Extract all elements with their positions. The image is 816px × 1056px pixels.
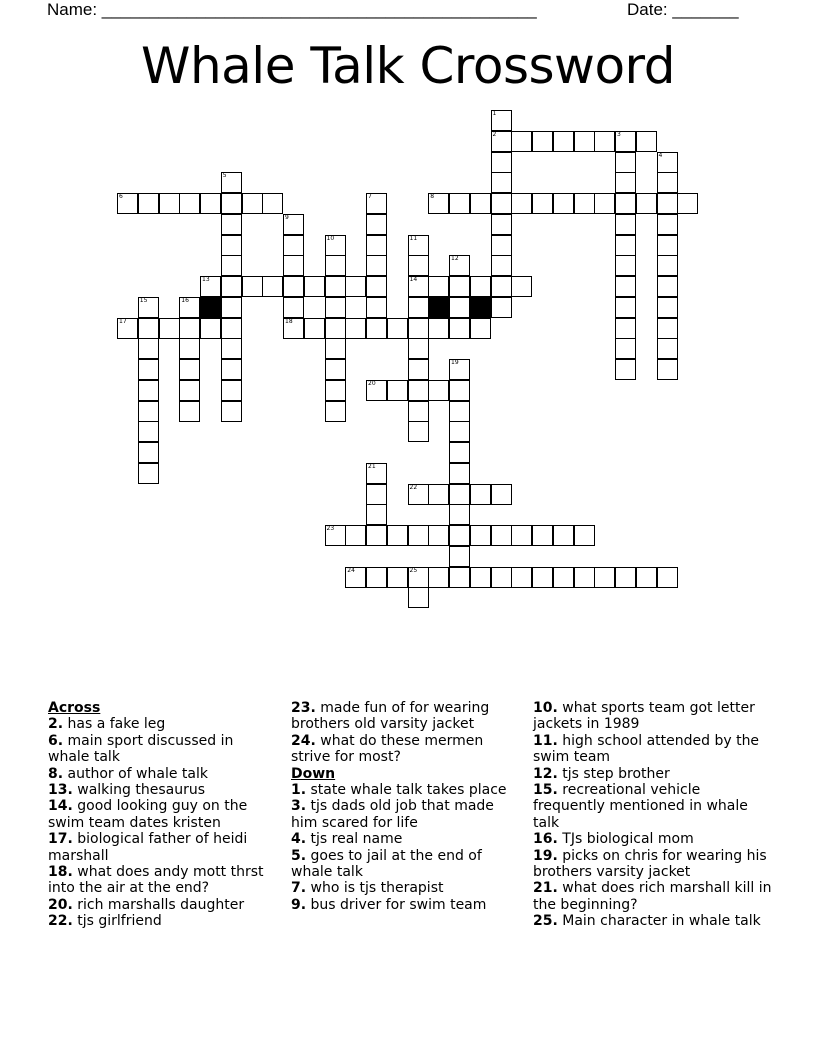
date-field-label: Date: _______ — [627, 0, 739, 19]
clue-item — [291, 880, 516, 896]
grid-cell[interactable] — [408, 297, 429, 318]
cell-number: 25 — [409, 566, 418, 574]
grid-cell[interactable] — [615, 193, 636, 214]
grid-cell[interactable] — [138, 421, 159, 442]
across-clue-list — [48, 716, 278, 929]
grid-cell[interactable] — [325, 401, 346, 422]
clue-number: 13. — [48, 782, 73, 799]
grid-cell[interactable] — [221, 255, 242, 276]
grid-cell[interactable] — [283, 297, 304, 318]
down-clue-list-continued — [533, 700, 773, 930]
clue-text: who is tjs therapist — [306, 880, 444, 897]
grid-cell[interactable] — [657, 255, 678, 276]
clue-item — [48, 798, 278, 831]
clue-item — [533, 913, 773, 929]
grid-cell[interactable] — [657, 567, 678, 588]
grid-cell[interactable] — [491, 235, 512, 256]
grid-cell[interactable] — [325, 255, 346, 276]
black-square — [200, 297, 221, 318]
clue-number: 12. — [533, 765, 558, 782]
cell-number: 8 — [430, 193, 435, 200]
grid-cell[interactable] — [179, 318, 200, 339]
grid-cell[interactable] — [511, 193, 532, 214]
clue-item — [48, 864, 278, 897]
grid-cell[interactable] — [677, 193, 698, 214]
grid-cell[interactable] — [408, 380, 429, 401]
grid-cell[interactable] — [657, 193, 678, 214]
grid-cell[interactable] — [408, 587, 429, 608]
cell-number: 7 — [368, 193, 372, 200]
grid-cell[interactable] — [325, 318, 346, 339]
grid-cell[interactable] — [615, 338, 636, 359]
clue-number: 23. — [291, 700, 316, 716]
clue-number: 2. — [48, 716, 64, 733]
name-field-label: Name: ______________________________________________ — [47, 0, 537, 19]
clue-text: state whale talk takes place — [306, 782, 507, 799]
grid-cell[interactable] — [594, 567, 615, 588]
clue-text: picks on chris for wearing his brothers varsity jacket — [533, 847, 767, 881]
grid-cell[interactable] — [304, 276, 325, 297]
grid-cell[interactable] — [366, 318, 387, 339]
grid-cell[interactable] — [449, 525, 470, 546]
clues-column-1 — [48, 700, 278, 930]
grid-cell[interactable] — [138, 338, 159, 359]
clue-item — [533, 831, 773, 847]
grid-cell[interactable] — [532, 567, 553, 588]
clue-number: 10. — [533, 700, 558, 716]
grid-cell[interactable] — [304, 318, 325, 339]
clue-text: tjs real name — [306, 831, 403, 848]
grid-cell[interactable] — [221, 338, 242, 359]
grid-cell[interactable] — [615, 235, 636, 256]
cell-number: 21 — [368, 462, 376, 470]
clue-number: 17. — [48, 831, 73, 848]
grid-cell[interactable] — [470, 318, 491, 339]
grid-cell[interactable] — [179, 338, 200, 359]
clue-item — [48, 782, 278, 798]
grid-cell[interactable] — [511, 567, 532, 588]
clue-text: what sports team got letter jackets in 1989 — [533, 700, 755, 733]
clue-number: 25. — [533, 913, 558, 930]
grid-cell[interactable] — [615, 276, 636, 297]
grid-cell[interactable] — [636, 131, 657, 152]
grid-cell[interactable] — [574, 193, 595, 214]
grid-cell[interactable] — [366, 567, 387, 588]
grid-cell[interactable] — [491, 276, 512, 297]
grid-cell[interactable] — [470, 484, 491, 505]
grid-cell[interactable] — [366, 504, 387, 525]
grid-cell[interactable] — [615, 214, 636, 235]
grid-cell[interactable] — [553, 525, 574, 546]
grid-cell[interactable] — [657, 172, 678, 193]
grid-cell[interactable] — [657, 318, 678, 339]
grid-cell[interactable] — [428, 318, 449, 339]
grid-cell[interactable] — [345, 525, 366, 546]
clue-item — [291, 700, 516, 733]
grid-cell[interactable] — [345, 318, 366, 339]
cell-number: 9 — [285, 213, 289, 221]
clue-number: 3. — [291, 798, 307, 815]
grid-cell[interactable] — [387, 380, 408, 401]
grid-cell[interactable] — [491, 214, 512, 235]
grid-cell[interactable] — [221, 401, 242, 422]
grid-cell[interactable] — [574, 567, 595, 588]
grid-cell[interactable] — [449, 463, 470, 484]
clue-number: 18. — [48, 864, 73, 881]
black-square — [470, 297, 491, 318]
cell-number: 11 — [409, 234, 418, 242]
grid-cell[interactable] — [408, 401, 429, 422]
clue-text: tjs dads old job that made him scared for life — [291, 798, 494, 831]
clue-text: rich marshalls daughter — [72, 896, 245, 913]
grid-cell[interactable] — [449, 401, 470, 422]
clue-number: 8. — [48, 765, 64, 782]
clue-text: Main character in whale talk — [557, 913, 761, 930]
cell-number: 17 — [119, 317, 127, 325]
grid-cell[interactable] — [491, 525, 512, 546]
grid-cell[interactable] — [594, 193, 615, 214]
grid-cell[interactable] — [470, 276, 491, 297]
clue-item — [533, 733, 773, 766]
grid-cell[interactable] — [491, 172, 512, 193]
grid-cell[interactable] — [138, 463, 159, 484]
grid-cell[interactable] — [242, 276, 263, 297]
clue-text: what do these mermen strive for most? — [291, 732, 484, 766]
grid-cell[interactable] — [532, 131, 553, 152]
clue-text: tjs step brother — [557, 765, 670, 782]
grid-cell[interactable] — [408, 338, 429, 359]
clue-item — [533, 848, 773, 881]
across-heading: Across — [48, 700, 101, 716]
grid-cell[interactable] — [325, 380, 346, 401]
grid-cell[interactable] — [325, 297, 346, 318]
grid-cell[interactable] — [221, 380, 242, 401]
down-clue-list — [291, 782, 516, 913]
clues-column-3 — [533, 700, 773, 930]
clue-number: 7. — [291, 880, 307, 897]
cell-number: 23 — [326, 525, 335, 532]
grid-cell[interactable] — [138, 380, 159, 401]
clue-item — [48, 913, 278, 929]
clue-number: 16. — [533, 831, 558, 848]
grid-cell[interactable] — [221, 318, 242, 339]
cell-number: 22 — [409, 483, 418, 491]
grid-cell[interactable] — [408, 318, 429, 339]
grid-cell[interactable] — [138, 318, 159, 339]
grid-cell[interactable] — [159, 318, 180, 339]
clue-item — [533, 782, 773, 831]
grid-cell[interactable] — [138, 401, 159, 422]
grid-cell[interactable] — [449, 297, 470, 318]
grid-cell[interactable] — [615, 359, 636, 380]
clue-number: 15. — [533, 782, 558, 799]
clue-item — [533, 766, 773, 782]
grid-cell[interactable] — [387, 567, 408, 588]
clue-number: 14. — [48, 798, 73, 815]
grid-cell[interactable] — [449, 546, 470, 567]
grid-cell[interactable] — [615, 567, 636, 588]
cell-number: 15 — [139, 296, 148, 304]
grid-cell[interactable] — [366, 297, 387, 318]
clue-item — [291, 848, 516, 881]
cell-number: 12 — [451, 255, 459, 263]
grid-cell[interactable] — [449, 484, 470, 505]
grid-cell[interactable] — [221, 235, 242, 256]
grid-cell[interactable] — [615, 172, 636, 193]
grid-cell[interactable] — [470, 567, 491, 588]
clue-number: 19. — [533, 847, 558, 864]
grid-cell[interactable] — [283, 255, 304, 276]
grid-cell[interactable] — [283, 235, 304, 256]
grid-cell[interactable] — [387, 318, 408, 339]
grid-cell[interactable] — [345, 276, 366, 297]
grid-cell[interactable] — [159, 193, 180, 214]
grid-cell[interactable] — [657, 214, 678, 235]
clue-text: tjs girlfriend — [72, 913, 162, 930]
grid-cell[interactable] — [491, 152, 512, 173]
clue-item — [291, 897, 516, 913]
grid-cell[interactable] — [532, 193, 553, 214]
grid-cell[interactable] — [491, 255, 512, 276]
cell-number: 13 — [202, 276, 210, 283]
cell-number: 20 — [368, 379, 376, 387]
clue-number: 9. — [291, 896, 307, 913]
grid-cell[interactable] — [428, 276, 449, 297]
grid-cell[interactable] — [615, 152, 636, 173]
cell-number: 14 — [409, 276, 418, 283]
grid-cell[interactable] — [428, 484, 449, 505]
clue-number: 20. — [48, 896, 73, 913]
grid-cell[interactable] — [615, 297, 636, 318]
grid-cell[interactable] — [491, 484, 512, 505]
cell-number: 18 — [285, 317, 293, 325]
grid-cell[interactable] — [470, 525, 491, 546]
clue-item — [533, 700, 773, 733]
grid-cell[interactable] — [470, 193, 491, 214]
grid-cell[interactable] — [449, 193, 470, 214]
clue-text: main sport discussed in whale talk — [48, 732, 234, 766]
clue-item — [291, 798, 516, 831]
grid-cell[interactable] — [366, 214, 387, 235]
clue-item — [533, 880, 773, 913]
cell-number: 1 — [492, 110, 497, 117]
grid-cell[interactable] — [138, 442, 159, 463]
clue-text: high school attended by the swim team — [533, 732, 760, 766]
grid-cell[interactable] — [138, 193, 159, 214]
cell-number: 16 — [181, 296, 189, 304]
clue-text: has a fake leg — [63, 716, 166, 733]
cell-number: 19 — [451, 359, 459, 366]
grid-cell[interactable] — [553, 567, 574, 588]
clue-text: what does andy mott thrst into the air at the end? — [48, 864, 264, 897]
grid-cell[interactable] — [428, 380, 449, 401]
grid-cell[interactable] — [491, 193, 512, 214]
grid-cell[interactable] — [179, 401, 200, 422]
clue-text: author of whale talk — [63, 765, 208, 782]
grid-cell[interactable] — [387, 525, 408, 546]
clue-text: made fun of for wearing brothers old varsity jacket — [291, 700, 490, 733]
grid-cell[interactable] — [179, 193, 200, 214]
grid-cell[interactable] — [511, 276, 532, 297]
page-title: Whale Talk Crossword — [141, 37, 675, 95]
clue-item — [48, 766, 278, 782]
grid-cell[interactable] — [408, 359, 429, 380]
grid-cell[interactable] — [532, 525, 553, 546]
clue-number: 5. — [291, 847, 307, 864]
clue-text: what does rich marshall kill in the beginning? — [533, 880, 772, 913]
grid-cell[interactable] — [366, 276, 387, 297]
grid-cell[interactable] — [574, 525, 595, 546]
grid-cell[interactable] — [657, 338, 678, 359]
cell-number: 10 — [326, 234, 335, 242]
grid-cell[interactable] — [366, 525, 387, 546]
clue-number: 24. — [291, 732, 316, 749]
cell-number: 5 — [222, 172, 227, 180]
clue-text: recreational vehicle frequently mentioned in whale talk — [533, 782, 748, 831]
grid-cell[interactable] — [511, 131, 532, 152]
clue-item — [48, 716, 278, 732]
clue-text: good looking guy on the swim team dates kristen — [48, 798, 248, 831]
grid-cell[interactable] — [449, 442, 470, 463]
clue-item — [48, 831, 278, 864]
grid-cell[interactable] — [511, 525, 532, 546]
grid-cell[interactable] — [594, 131, 615, 152]
grid-cell[interactable] — [553, 193, 574, 214]
clue-number: 4. — [291, 831, 307, 848]
grid-cell[interactable] — [449, 276, 470, 297]
cell-number: 24 — [347, 566, 355, 574]
grid-cell[interactable] — [574, 131, 595, 152]
grid-cell[interactable] — [636, 193, 657, 214]
clue-text: bus driver for swim team — [306, 896, 487, 913]
clue-number: 21. — [533, 880, 558, 897]
grid-cell[interactable] — [221, 359, 242, 380]
grid-cell[interactable] — [221, 193, 242, 214]
cell-number: 6 — [119, 193, 123, 200]
grid-cell[interactable] — [449, 421, 470, 442]
grid-cell[interactable] — [262, 276, 283, 297]
grid-cell[interactable] — [366, 484, 387, 505]
grid-cell[interactable] — [449, 318, 470, 339]
grid-cell[interactable] — [200, 318, 221, 339]
grid-cell[interactable] — [408, 421, 429, 442]
grid-cell[interactable] — [325, 359, 346, 380]
black-square — [428, 297, 449, 318]
grid-cell[interactable] — [657, 297, 678, 318]
clue-text: TJs biological mom — [557, 831, 694, 848]
grid-cell[interactable] — [449, 567, 470, 588]
grid-cell[interactable] — [366, 235, 387, 256]
cell-number: 4 — [658, 151, 663, 159]
grid-cell[interactable] — [325, 338, 346, 359]
clue-item — [291, 782, 516, 798]
clue-number: 22. — [48, 913, 73, 930]
grid-cell[interactable] — [283, 276, 304, 297]
clue-number: 11. — [533, 732, 558, 749]
grid-cell[interactable] — [179, 380, 200, 401]
grid-cell[interactable] — [408, 255, 429, 276]
clue-item — [48, 897, 278, 913]
grid-cell[interactable] — [262, 193, 283, 214]
grid-cell[interactable] — [179, 359, 200, 380]
grid-cell[interactable] — [366, 255, 387, 276]
clue-text: walking thesaurus — [72, 782, 206, 799]
grid-cell[interactable] — [657, 276, 678, 297]
cell-number: 3 — [617, 130, 621, 138]
grid-cell[interactable] — [408, 525, 429, 546]
clue-number: 6. — [48, 732, 64, 749]
cell-number: 2 — [492, 130, 497, 138]
grid-cell[interactable] — [200, 193, 221, 214]
grid-cell[interactable] — [242, 193, 263, 214]
across-clue-list-continued — [291, 700, 516, 766]
grid-cell[interactable] — [491, 567, 512, 588]
down-heading: Down — [291, 765, 336, 782]
grid-cell[interactable] — [138, 359, 159, 380]
grid-cell[interactable] — [428, 525, 449, 546]
grid-cell[interactable] — [428, 567, 449, 588]
grid-cell[interactable] — [615, 255, 636, 276]
grid-cell[interactable] — [449, 380, 470, 401]
grid-cell[interactable] — [657, 359, 678, 380]
grid-cell[interactable] — [615, 318, 636, 339]
grid-cell[interactable] — [221, 276, 242, 297]
clue-item — [291, 733, 516, 766]
grid-cell[interactable] — [221, 214, 242, 235]
grid-cell[interactable] — [221, 297, 242, 318]
clues-column-2 — [291, 700, 516, 913]
clue-item — [291, 831, 516, 847]
grid-cell[interactable] — [491, 297, 512, 318]
grid-cell[interactable] — [657, 235, 678, 256]
grid-cell[interactable] — [553, 131, 574, 152]
grid-cell[interactable] — [325, 276, 346, 297]
grid-cell[interactable] — [636, 567, 657, 588]
clue-text: goes to jail at the end of whale talk — [291, 847, 482, 881]
clue-item — [48, 733, 278, 766]
clue-number: 1. — [291, 782, 307, 799]
grid-cell[interactable] — [449, 504, 470, 525]
clue-text: biological father of heidi marshall — [48, 831, 248, 864]
